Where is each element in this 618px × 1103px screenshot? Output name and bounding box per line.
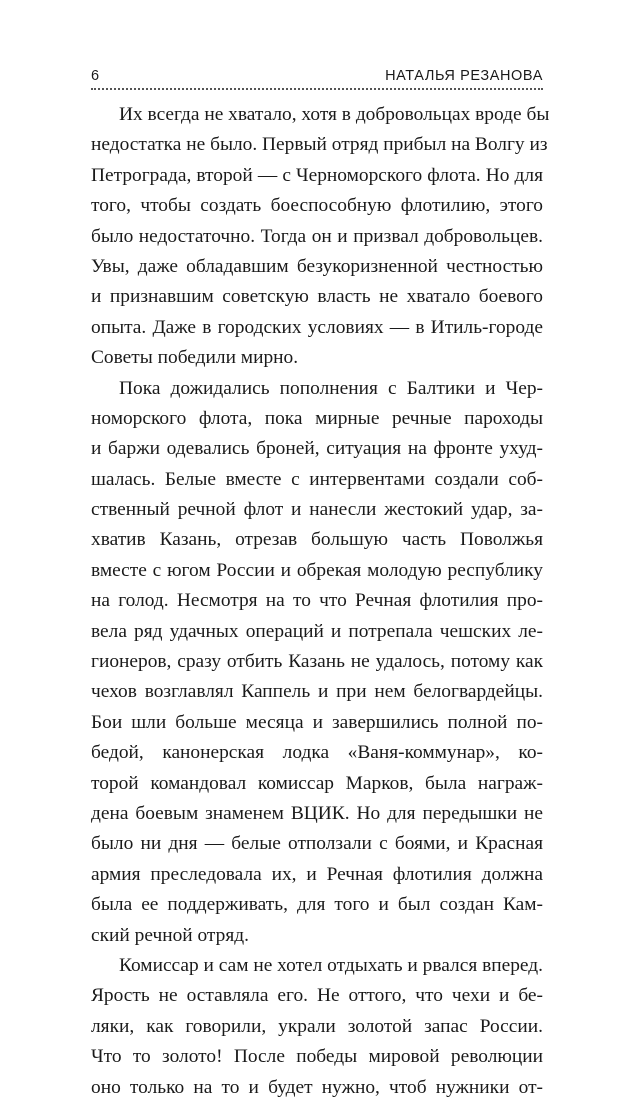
paragraph-2-line: торой командовал комиссар Марков, была награж- [91, 772, 543, 794]
paragraph-1-line: недостатка не было. Первый отряд прибыл на Волгу из [91, 134, 548, 156]
paragraph-2-line: и баржи одевались броней, ситуация на фронте ухуд- [91, 438, 543, 460]
paragraph-1-line: было недостаточно. Тогда он и призвал добровольцев. [91, 225, 543, 247]
paragraph-3-line: ляки, как говорили, украли золотой запас России. [91, 1015, 543, 1037]
paragraph-2-line: было ни дня — белые отползали с боями, и Красная [91, 833, 543, 855]
paragraph-2-line: дена боевым знаменем ВЦИК. Но для передышки не [91, 802, 543, 824]
paragraph-2-line: вместе с югом России и обрекая молодую республику [91, 559, 543, 581]
paragraph-2-line: Пока дожидались пополнения с Балтики и Чер- [119, 377, 543, 399]
paragraph-1-line: Петрограда, второй — с Черноморского флота. Но для [91, 164, 543, 186]
paragraph-3-line: Комиссар и сам не хотел отдыхать и рвался вперед. [119, 954, 543, 976]
paragraph-1-line: Советы победили мирно. [91, 347, 299, 369]
paragraph-2-line: армия преследовала их, и Речная флотилия должна [91, 863, 543, 885]
paragraph-3-line: оно только на то и будет нужно, чтоб нужники от- [91, 1076, 543, 1098]
paragraph-2-line: номорского флота, пока мирные речные пароходы [91, 407, 543, 429]
paragraph-1-line: Увы, даже обладавшим безукоризненной честностью [91, 255, 543, 277]
header-dotted-rule [91, 88, 543, 90]
paragraph-2-line: шалась. Белые вместе с интервентами создали соб- [91, 468, 543, 490]
paragraph-1-line: и признавшим советскую власть не хватало боевого [91, 286, 543, 308]
paragraph-1-line: опыта. Даже в городских условиях — в Итиль-городе [91, 316, 543, 338]
paragraph-2-line: ский речной отряд. [91, 924, 249, 946]
paragraph-3-line: Что то золото! После победы мировой революции [91, 1046, 543, 1068]
paragraph-1-line: Их всегда не хватало, хотя в добровольцах вроде бы [119, 104, 550, 125]
paragraph-3-line: Ярость не оставляла его. Не оттого, что чехи и бе- [91, 985, 543, 1007]
paragraph-2-line: вела ряд удачных операций и потрепала чешских ле- [91, 620, 543, 642]
paragraph-2-line: бедой, канонерская лодка «Ваня-коммунар», ко- [91, 742, 543, 764]
paragraph-2-line: на голод. Несмотря на то что Речная флотилия про- [91, 590, 543, 612]
paragraph-2-line: ственный речной флот и нанесли жестокий удар, за- [91, 499, 543, 521]
paragraph-2-line: Бои шли больше месяца и завершились полной по- [91, 711, 543, 733]
text-body [91, 100, 550, 1103]
author-name: НАТАЛЬЯ РЕЗАНОВА [385, 68, 543, 84]
page-number: 6 [91, 68, 100, 84]
running-head [91, 66, 543, 86]
paragraph-2-line: чехов возглавлял Каппель и при нем белогвардейцы. [91, 681, 543, 703]
paragraph-1-line: того, чтобы создать боеспособную флотилию, этого [91, 195, 543, 217]
paragraph-2-line: хватив Казань, отрезав большую часть Поволжья [91, 529, 543, 551]
paragraph-2-line: была ее поддерживать, для того и был создан Кам- [91, 894, 543, 916]
paragraph-2-line: гионеров, сразу отбить Казань не удалось, потому как [91, 651, 543, 673]
